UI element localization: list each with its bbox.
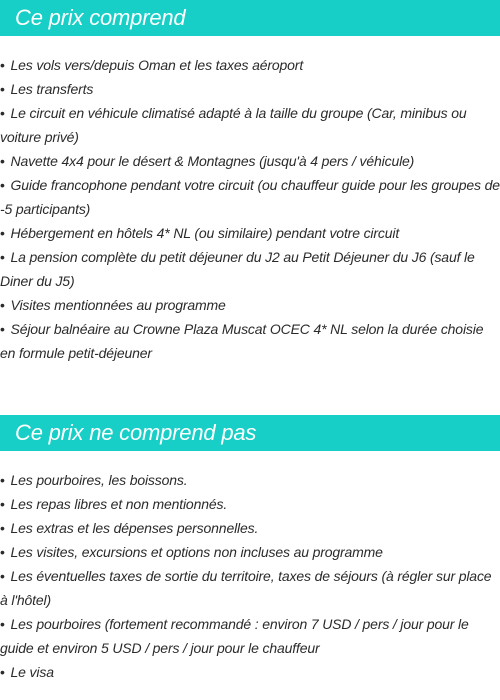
- bullet-icon: •: [0, 520, 5, 536]
- bullet-icon: •: [0, 616, 5, 632]
- list-item-text: Guide francophone pendant votre circuit (ou chauffeur guide pour les groupes de -5 participants): [0, 177, 500, 217]
- list-item-text: Les pourboires, les boissons.: [10, 472, 188, 488]
- list-item-text: Le visa: [10, 664, 54, 680]
- list-item: [0, 173, 500, 221]
- list-item: [0, 492, 500, 516]
- list-item-text: Le circuit en véhicule climatisé adapté à la taille du groupe (Car, minibus ou voiture privé): [0, 105, 467, 145]
- list-item-text: Les transferts: [10, 81, 94, 97]
- bullet-icon: •: [0, 225, 5, 241]
- bullet-icon: •: [0, 544, 5, 560]
- includes-section-title: Ce prix comprend: [0, 0, 500, 36]
- bullet-icon: •: [0, 177, 5, 193]
- bullet-icon: •: [0, 664, 5, 680]
- list-item: [0, 293, 500, 317]
- list-item-text: Visites mentionnées au programme: [10, 297, 226, 313]
- list-item-text: La pension complète du petit déjeuner du J2 au Petit Déjeuner du J6 (sauf le Diner du J5): [0, 249, 475, 289]
- bullet-icon: •: [0, 472, 5, 488]
- list-item: [0, 468, 500, 492]
- includes-list: [0, 53, 500, 365]
- list-item-text: Les éventuelles taxes de sortie du territoire, taxes de séjours (à régler sur place à l'hôtel): [0, 568, 492, 608]
- bullet-icon: •: [0, 568, 5, 584]
- list-item: [0, 660, 500, 684]
- list-item: [0, 221, 500, 245]
- list-item: [0, 516, 500, 540]
- list-item: [0, 53, 500, 77]
- list-item-text: Les extras et les dépenses personnelles.: [10, 520, 259, 536]
- list-item: [0, 245, 500, 293]
- list-item-text: Navette 4x4 pour le désert & Montagnes (jusqu'à 4 pers / véhicule): [10, 153, 415, 169]
- bullet-icon: •: [0, 105, 5, 121]
- bullet-icon: •: [0, 153, 5, 169]
- list-item-text: Les visites, excursions et options non incluses au programme: [10, 544, 383, 560]
- list-item-text: Les pourboires (fortement recommandé : environ 7 USD / pers / jour pour le guide et environ 5 USD / pers / jour pour le chauffeur: [0, 616, 469, 656]
- list-item: [0, 77, 500, 101]
- list-item: [0, 317, 500, 365]
- list-item-text: Séjour balnéaire au Crowne Plaza Muscat OCEC 4* NL selon la durée choisie en formule petit-déjeuner: [0, 321, 484, 361]
- bullet-icon: •: [0, 249, 5, 265]
- excludes-list: [0, 468, 500, 684]
- list-item: [0, 612, 500, 660]
- excludes-section-title: Ce prix ne comprend pas: [0, 415, 500, 451]
- list-item: [0, 564, 500, 612]
- bullet-icon: •: [0, 321, 5, 337]
- bullet-icon: •: [0, 81, 5, 97]
- bullet-icon: •: [0, 57, 5, 73]
- list-item-text: Les repas libres et non mentionnés.: [10, 496, 228, 512]
- list-item-text: Hébergement en hôtels 4* NL (ou similaire) pendant votre circuit: [10, 225, 400, 241]
- list-item: [0, 540, 500, 564]
- bullet-icon: •: [0, 297, 5, 313]
- list-item-text: Les vols vers/depuis Oman et les taxes aéroport: [10, 57, 304, 73]
- bullet-icon: •: [0, 496, 5, 512]
- list-item: [0, 101, 500, 149]
- list-item: [0, 149, 500, 173]
